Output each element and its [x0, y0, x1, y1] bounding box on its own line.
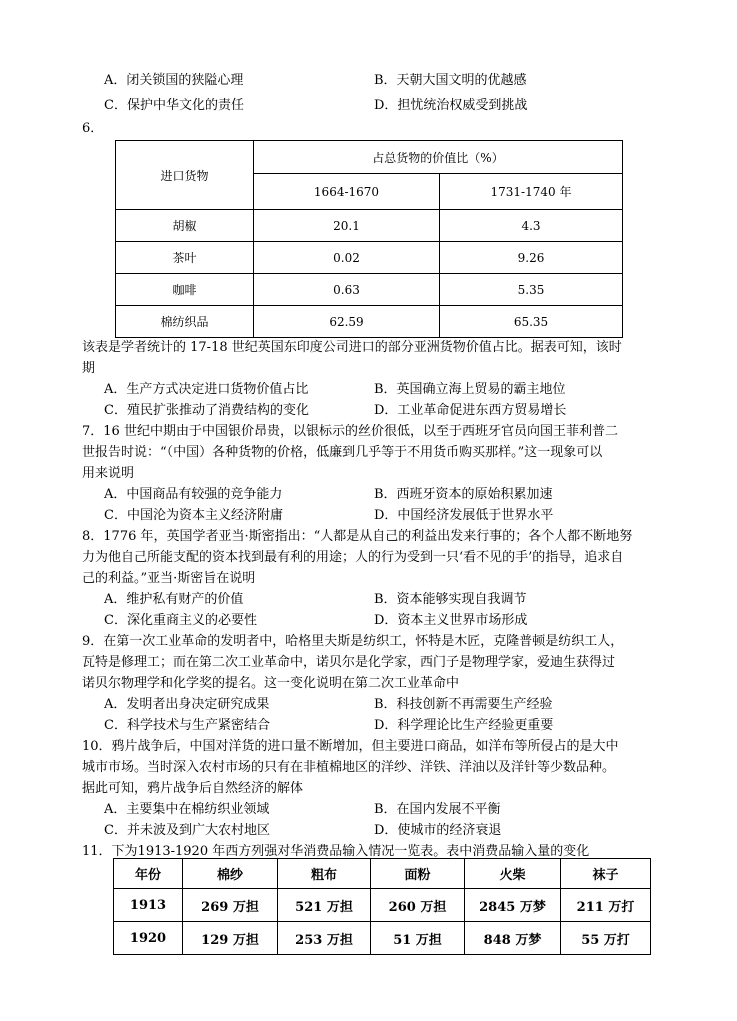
q9-stem-line3: 诺贝尔物理学和化学奖的提名。这一变化说明在第二次工业革命中: [82, 676, 460, 691]
q11-cell: 1913: [114, 889, 183, 922]
q6-table: [115, 140, 623, 338]
q11-cell: 129 万担: [183, 922, 278, 955]
q6-value-1664: 20.1: [254, 210, 440, 242]
q11-stem: 11．下为1913-1920 年西方列强对华消费品输入情况一览表。表中消费品输入量的变化: [82, 844, 590, 859]
q11-cell: 269 万担: [183, 889, 278, 922]
q10-option-b: B．在国内发展不平衡: [374, 802, 501, 817]
q11-header-socks: 袜子: [561, 859, 651, 889]
q6-option-a: A．生产方式决定进口货物价值占比: [104, 382, 309, 397]
q6-value-1731: 65.35: [440, 306, 623, 338]
q6-col2-header: 1731-1740 年: [440, 174, 623, 210]
q5-option-c: C．保护中华文化的责任: [104, 98, 244, 113]
q7-stem-line2: 世报告时说：“（中国）各种货物的价格，低廉到几乎等于不用货币购买那样。”这一现象可以: [82, 445, 603, 460]
q6-value-1731: 4.3: [440, 210, 623, 242]
q6-option-c: C．殖民扩张推动了消费结构的变化: [104, 403, 309, 418]
q8-option-d: D．资本主义世界市场形成: [374, 613, 528, 628]
q11-cell: 211 万打: [561, 889, 651, 922]
q8-stem-line1: 8．1776 年，英国学者亚当·斯密指出：“人都是从自己的利益出发来行事的；各个人都不断地努: [82, 529, 633, 544]
q6-stem-line1: 该表是学者统计的 17-18 世纪英国东印度公司进口的部分亚洲货物价值占比。据表可知，该时: [82, 340, 622, 355]
q11-table: [113, 858, 651, 955]
q6-value-1731: 9.26: [440, 242, 623, 274]
q5-option-a: A．闭关锁国的狭隘心理: [104, 73, 244, 88]
q6-value-1664: 0.63: [254, 274, 440, 306]
q6-value-1664: 0.02: [254, 242, 440, 274]
q11-header-coarse-cloth: 粗布: [278, 859, 371, 889]
q6-item: 茶叶: [116, 242, 254, 274]
q6-number: 6．: [82, 121, 104, 136]
q11-cell: 55 万打: [561, 922, 651, 955]
q6-item: 咖啡: [116, 274, 254, 306]
q8-stem-line3: 己的利益。”亚当·斯密旨在说明: [82, 571, 256, 586]
q7-stem-line3: 用来说明: [82, 466, 135, 481]
q9-option-a: A．发明者出身决定研究成果: [104, 697, 270, 712]
q6-item: 棉纺织品: [116, 306, 254, 338]
q5-option-d: D．担忧统治权威受到挑战: [374, 98, 528, 113]
q8-option-b: B．资本能够实现自我调节: [374, 592, 527, 607]
q10-option-d: D．使城市的经济衰退: [374, 823, 502, 838]
q11-cell: 253 万担: [278, 922, 371, 955]
q7-option-c: C．中国沦为资本主义经济附庸: [104, 508, 283, 523]
q5-option-b: B．天朝大国文明的优越感: [374, 73, 527, 88]
q11-cell: 848 万梦: [465, 922, 561, 955]
q6-group-header: 占总货物的价值比（%）: [254, 141, 623, 174]
q11-cell: 2845 万梦: [465, 889, 561, 922]
q10-stem-line3: 据此可知，鸦片战争后自然经济的解体: [82, 781, 304, 796]
q9-option-d: D．科学理论比生产经验更重要: [374, 718, 554, 733]
q7-option-a: A．中国商品有较强的竞争能力: [104, 487, 283, 502]
q6-option-b: B．英国确立海上贸易的霸主地位: [374, 382, 566, 397]
q6-option-d: D．工业革命促进东西方贸易增长: [374, 403, 567, 418]
q7-option-d: D．中国经济发展低于世界水平: [374, 508, 554, 523]
q7-stem-line1: 7．16 世纪中期由于中国银价昂贵，以银标示的丝价很低，以至于西班牙官员向国王菲利普二: [82, 424, 618, 439]
q6-item: 胡椒: [116, 210, 254, 242]
q6-value-1731: 5.35: [440, 274, 623, 306]
q11-header-matches: 火柴: [465, 859, 561, 889]
q10-option-a: A．主要集中在棉纺织业领域: [104, 802, 270, 817]
q6-row-header: 进口货物: [116, 141, 254, 210]
q11-header-year: 年份: [114, 859, 183, 889]
q11-header-flour: 面粉: [371, 859, 465, 889]
q8-option-c: C．深化重商主义的必要性: [104, 613, 257, 628]
q11-cell: 1920: [114, 922, 183, 955]
q10-stem-line1: 10．鸦片战争后，中国对洋货的进口量不断增加，但主要进口商品，如洋布等所侵占的是大中: [82, 739, 619, 754]
q10-option-c: C．并未波及到广大农村地区: [104, 823, 270, 838]
q11-header-cotton-yarn: 棉纱: [183, 859, 278, 889]
q6-value-1664: 62.59: [254, 306, 440, 338]
q6-stem-line2: 期: [82, 361, 96, 376]
q11-cell: 260 万担: [371, 889, 465, 922]
q11-cell: 521 万担: [278, 889, 371, 922]
q10-stem-line2: 城市市场。当时深入农村市场的只有在非植棉地区的洋纱、洋铁、洋油以及洋针等少数品种。: [82, 760, 616, 775]
q9-stem-line2: 瓦特是修理工；而在第二次工业革命中，诺贝尔是化学家，西门子是物理学家，爱迪生获得过: [82, 655, 616, 670]
q9-stem-line1: 9．在第一次工业革命的发明者中，哈格里夫斯是纺织工，怀特是木匠，克隆普顿是纺织工人，: [82, 634, 624, 649]
q8-stem-line2: 力为他自己所能支配的资本找到最有利的用途；人的行为受到一只‘看不见的手’的指导，追求自: [82, 550, 624, 565]
q6-col1-header: 1664-1670: [254, 174, 440, 210]
q9-option-b: B．科技创新不再需要生产经验: [374, 697, 553, 712]
q8-option-a: A．维护私有财产的价值: [104, 592, 244, 607]
q11-cell: 51 万担: [371, 922, 465, 955]
q9-option-c: C．科学技术与生产紧密结合: [104, 718, 270, 733]
q7-option-b: B．西班牙资本的原始积累加速: [374, 487, 553, 502]
